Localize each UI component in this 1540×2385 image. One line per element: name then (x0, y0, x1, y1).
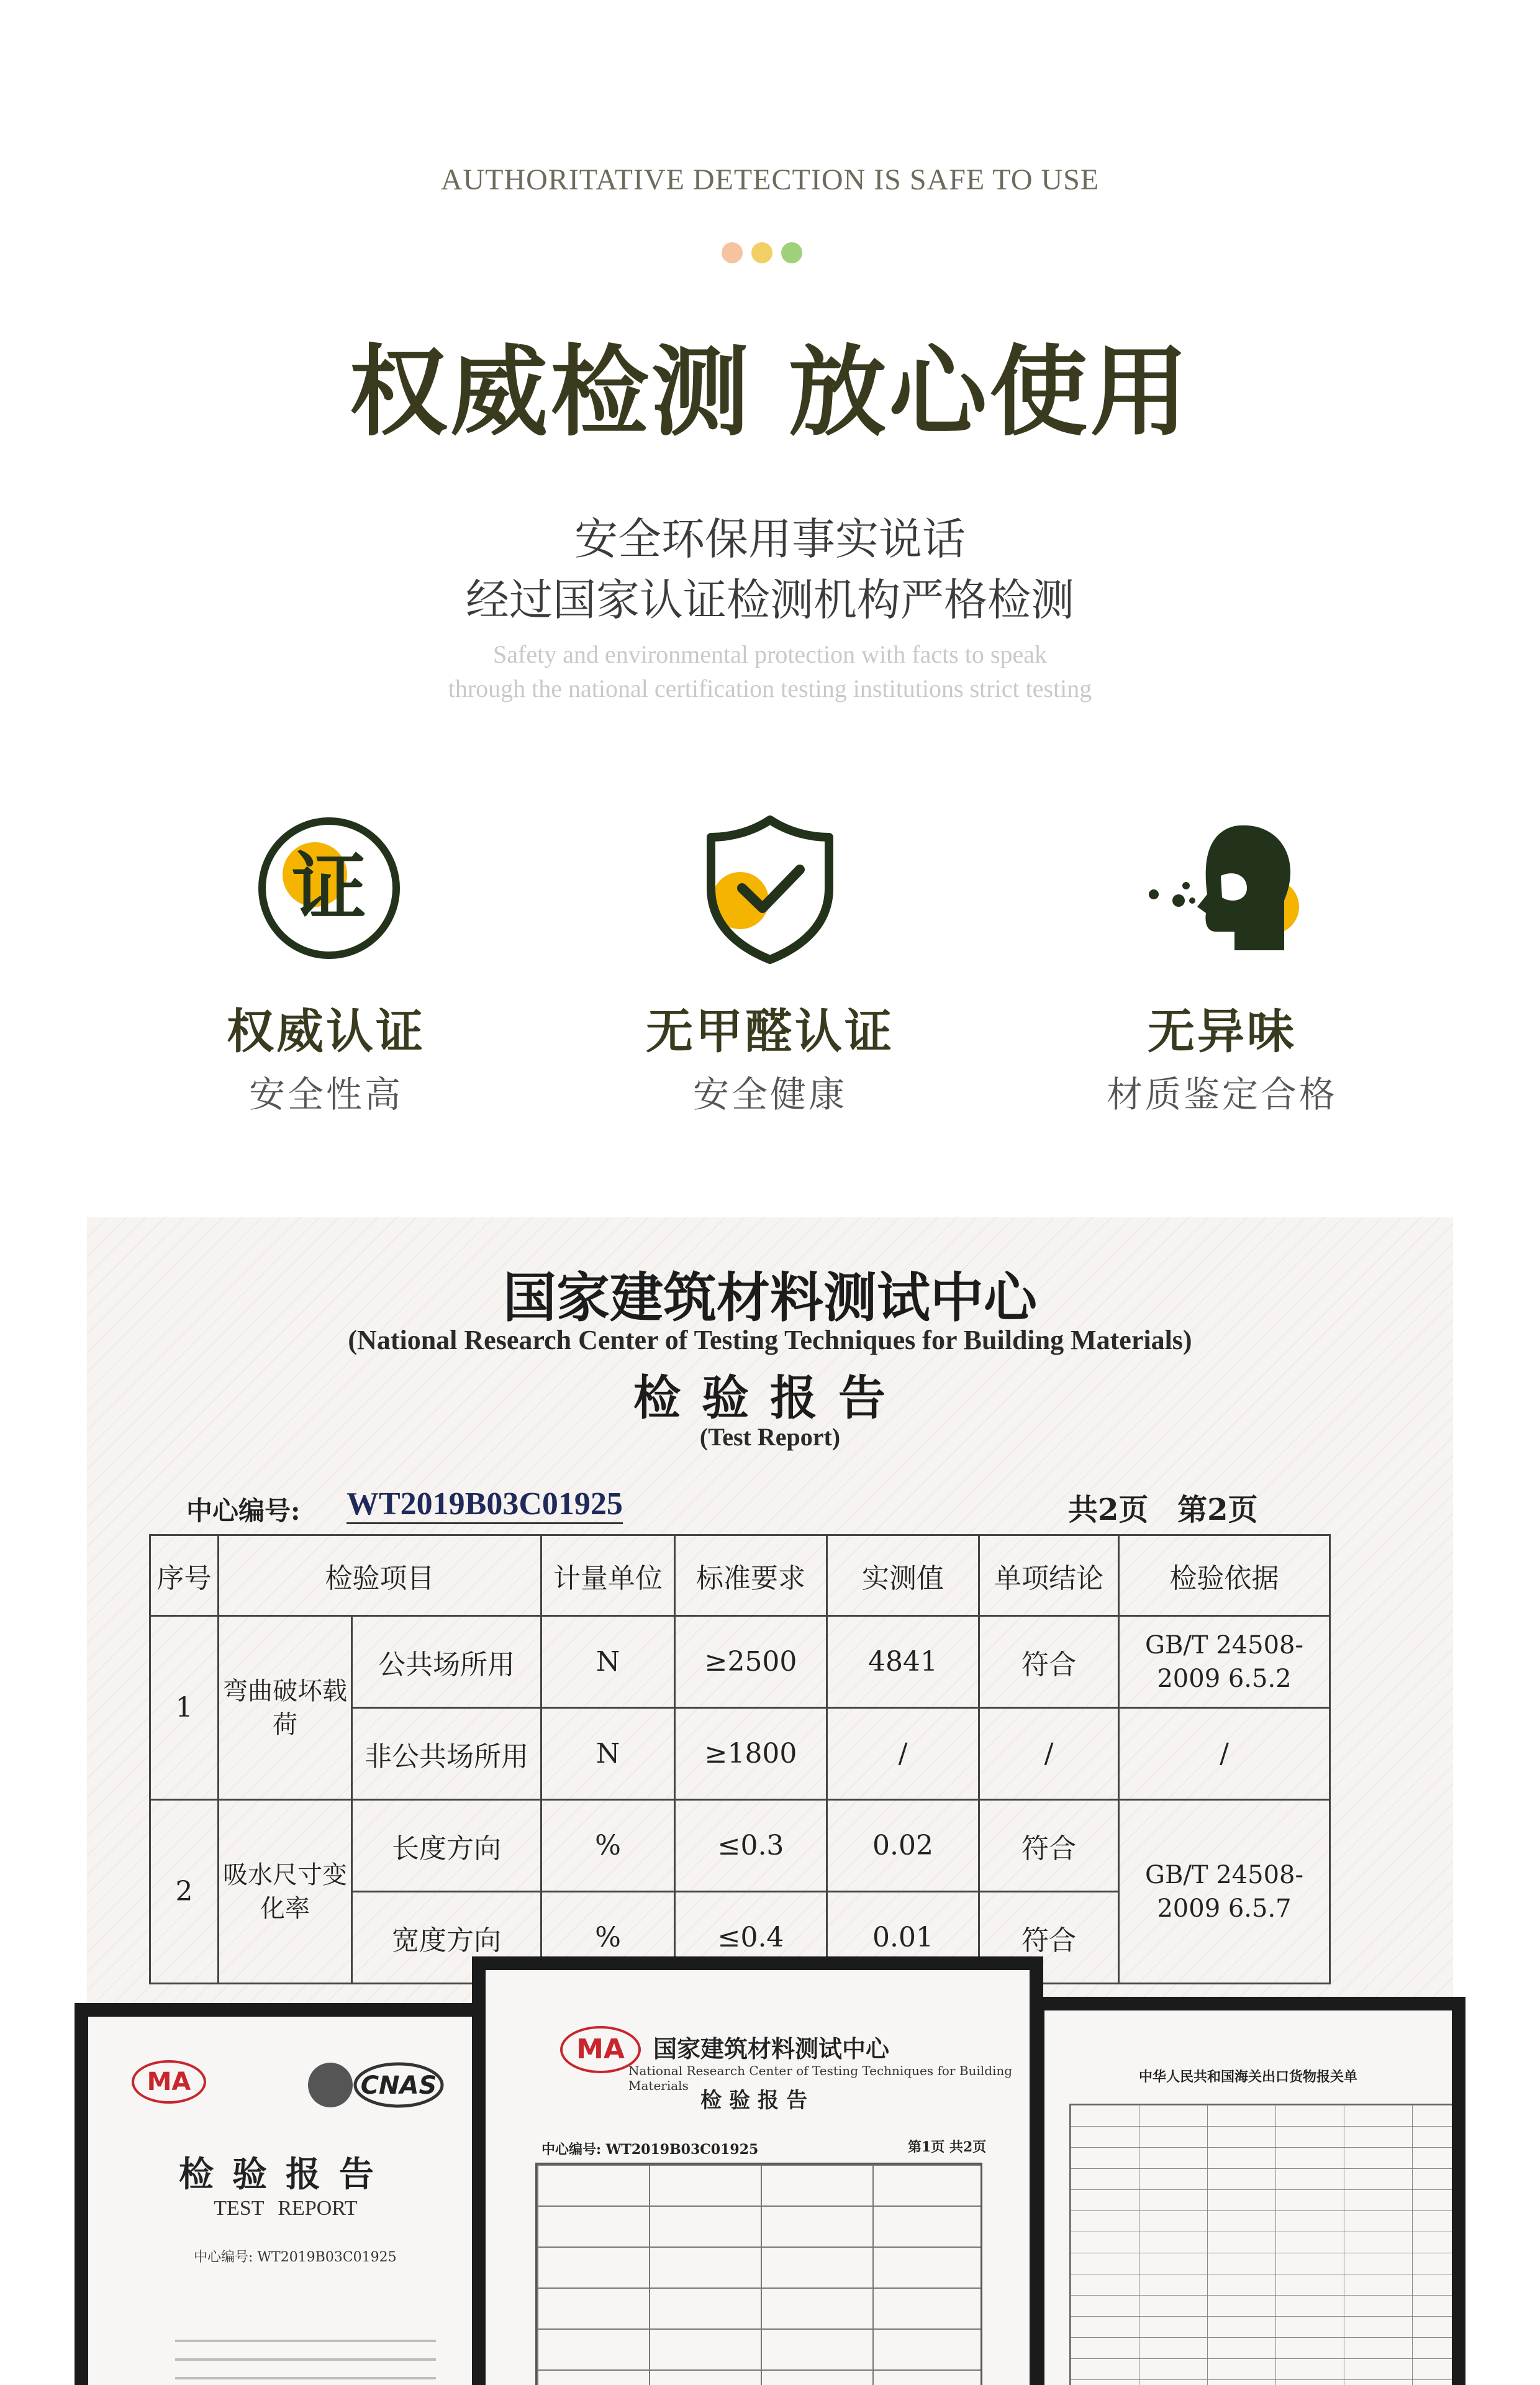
certificate-paper (486, 1970, 1030, 2385)
cnas-text: CNAS (360, 2071, 437, 2100)
certificate-pages: 第1页 共2页 (908, 2139, 987, 2155)
header-cell: 标准要求 (675, 1535, 827, 1616)
certificate-table (535, 2163, 982, 2385)
table-cell: 公共场所用 (352, 1616, 541, 1708)
dot-green (781, 242, 802, 263)
table-cell: 0.01 (827, 1892, 979, 1984)
report-number-label: 中心编号: (186, 1496, 301, 1526)
table-cell: 2 (150, 1800, 219, 1984)
table-cell: 宽度方向 (352, 1892, 541, 1984)
certificate-title-en: National Research Center of Testing Techniques for Building Materials (628, 2063, 1013, 2093)
report-title: 国家建筑材料测试中心 (503, 1266, 1037, 1329)
report-table (149, 1534, 1331, 1984)
report-pages: 共2页 第2页 (1068, 1492, 1258, 1527)
report-number: WT2019B03C01925 (346, 1486, 623, 1524)
table-cell: % (541, 1892, 675, 1984)
svg-text:证: 证 (292, 845, 366, 931)
ma-logo: MA (132, 2060, 206, 2104)
certificate-photo-1 (75, 2003, 497, 2385)
subtitle-line-2-text: 经过国家认证检测机构严格检测 (466, 575, 1074, 625)
certificate-photo-2 (472, 1956, 1043, 2385)
table-cell: 符合 (979, 1800, 1119, 1892)
table-cell: / (1119, 1708, 1330, 1800)
customs-form-table (1069, 2104, 1452, 2385)
cnas-logo (306, 2060, 467, 2110)
english-line-2: through the national certification testing institutions strict testing (448, 675, 1092, 702)
feature-formaldehyde (596, 807, 944, 1117)
test-report-document (87, 1217, 1453, 2025)
customs-form-title: 中华人民共和国海关出口货物报关单 (1138, 2069, 1357, 2085)
table-cell: GB/T 24508-2009 6.5.7 (1119, 1800, 1330, 1984)
feature-subtitle: 材质鉴定合格 (1106, 1073, 1338, 1115)
table-cell: 1 (150, 1616, 219, 1800)
subtitle-line-2-wrap (0, 565, 1540, 628)
table-cell: % (541, 1800, 675, 1892)
certificate-title: 检验报告 (179, 2154, 392, 2195)
certificate-paper (88, 2017, 483, 2385)
report-subtitle: 检验报告 (633, 1370, 907, 1425)
table-cell: ≤0.3 (675, 1800, 827, 1892)
certificate-number: 中心编号: WT2019B03C01925 (541, 2142, 759, 2158)
smell-icon (1129, 807, 1315, 969)
header-cell: 检验依据 (1119, 1535, 1330, 1616)
header-cell: 单项结论 (979, 1535, 1119, 1616)
table-cell: 符合 (979, 1616, 1119, 1708)
certificate-subtitle: TEST REPORT (214, 2197, 358, 2220)
table-cell: N (541, 1708, 675, 1800)
report-title-en: (National Research Center of Testing Techniques for Building Materials) (348, 1325, 1192, 1355)
table-cell: ≤0.4 (675, 1892, 827, 1984)
table-cell: 4841 (827, 1616, 979, 1708)
kicker-text: AUTHORITATIVE DETECTION IS SAFE TO USE (440, 163, 1100, 196)
header-cell: 实测值 (827, 1535, 979, 1616)
table-cell: ≥2500 (675, 1616, 827, 1708)
certificate-icon (245, 807, 407, 969)
certificate-title: 国家建筑材料测试中心 (653, 2035, 890, 2063)
page-title: 权威检测 放心使用 (349, 335, 1191, 450)
decorative-dots (722, 242, 821, 267)
table-cell: / (979, 1708, 1119, 1800)
feature-title: 无甲醛认证 (646, 1004, 894, 1059)
feature-subtitle: 安全健康 (692, 1073, 847, 1115)
subtitle-line-2 (466, 565, 1074, 628)
feature-odorless (1048, 807, 1396, 1117)
table-cell: N (541, 1616, 675, 1708)
table-cell: 长度方向 (352, 1800, 541, 1892)
table-cell: 0.02 (827, 1800, 979, 1892)
certificate-text-lines (175, 2340, 436, 2385)
dot-yellow (751, 242, 772, 263)
english-line-1: Safety and environmental protection with facts to speak (493, 640, 1047, 668)
table-cell: / (827, 1708, 979, 1800)
table-cell: ≥1800 (675, 1708, 827, 1800)
table-cell: 弯曲破坏载荷 (219, 1616, 352, 1800)
table-cell: 吸水尺寸变化率 (219, 1800, 352, 1984)
shield-check-icon (689, 807, 851, 969)
table-cell: GB/T 24508-2009 6.5.2 (1119, 1616, 1330, 1708)
ma-logo: MA (560, 2026, 641, 2073)
table-row (150, 1616, 1330, 1708)
table-row (150, 1800, 1330, 1892)
report-subtitle-en: (Test Report) (699, 1423, 841, 1451)
feature-title: 权威认证 (227, 1004, 425, 1059)
feature-subtitle: 安全性高 (248, 1073, 403, 1115)
subtitle-line-1: 安全环保用事实说话 (574, 514, 966, 565)
feature-authority (152, 807, 500, 1117)
certificate-number: 中心编号: WT2019B03C01925 (194, 2250, 397, 2265)
certificate-paper (1044, 2010, 1452, 2385)
table-header-row (150, 1535, 1330, 1616)
dot-peach (722, 242, 743, 263)
certificate-subtitle: 检验报告 (700, 2088, 815, 2113)
header-cell: 检验项目 (219, 1535, 541, 1616)
header-cell: 计量单位 (541, 1535, 675, 1616)
feature-title: 无异味 (1148, 1004, 1297, 1059)
table-cell: 非公共场所用 (352, 1708, 541, 1800)
certificate-photo-3 (1031, 1997, 1465, 2385)
table-cell: 符合 (979, 1892, 1119, 1984)
header-cell: 序号 (150, 1535, 219, 1616)
